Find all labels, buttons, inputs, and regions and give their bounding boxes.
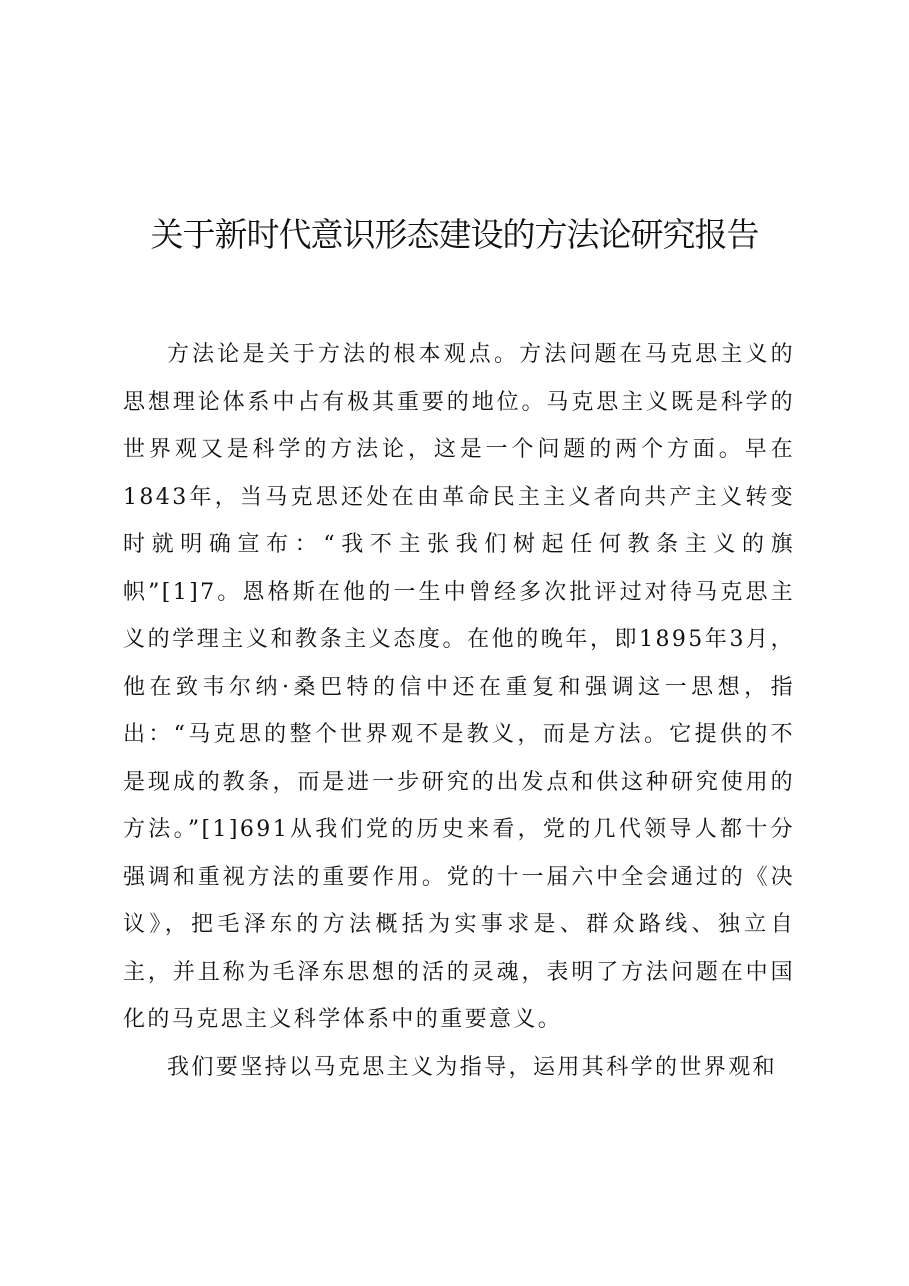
document-title: 关于新时代意识形态建设的方法论研究报告 xyxy=(150,215,759,254)
paragraph: 方法论是关于方法的根本观点。方法问题在马克思主义的思想理论体系中占有极其重要的地位。马克思主义既是科学的世界观又是科学的方法论，这是一个问题的两个方面。早在1843年，当马克思还处在由革命民主主义者向共产主义转变时就明确宣布：“我不主张我们树起任何教条主义的旗帜”[1]7。恩格斯在他的一生中曾经多次批评过对待马克思主义的学理主义和教条主义态度。在他的晚年，即1895年3月，他在致韦尔纳·桑巴特的信中还在重复和强调这一思想，指出：“马克思的整个世界观不是教义，而是方法。它提供的不是现成的教条，而是进一步研究的出发点和供这种研究使用的方法。”[1]691从我们党的历史来看，党的几代领导人都十分强调和重视方法的重要作用。党的十一届六中全会通过的《决议》，把毛泽东的方法概括为实事求是、群众路线、独立自主，并且称为毛泽东思想的活的灵魂，表明了方法问题在中国化的马克思主义科学体系中的重要意义。 xyxy=(123,342,795,1032)
paragraph: 我们要坚持以马克思主义为指导，运用其科学的世界观和 xyxy=(167,1054,778,1080)
document-body xyxy=(123,331,795,1091)
